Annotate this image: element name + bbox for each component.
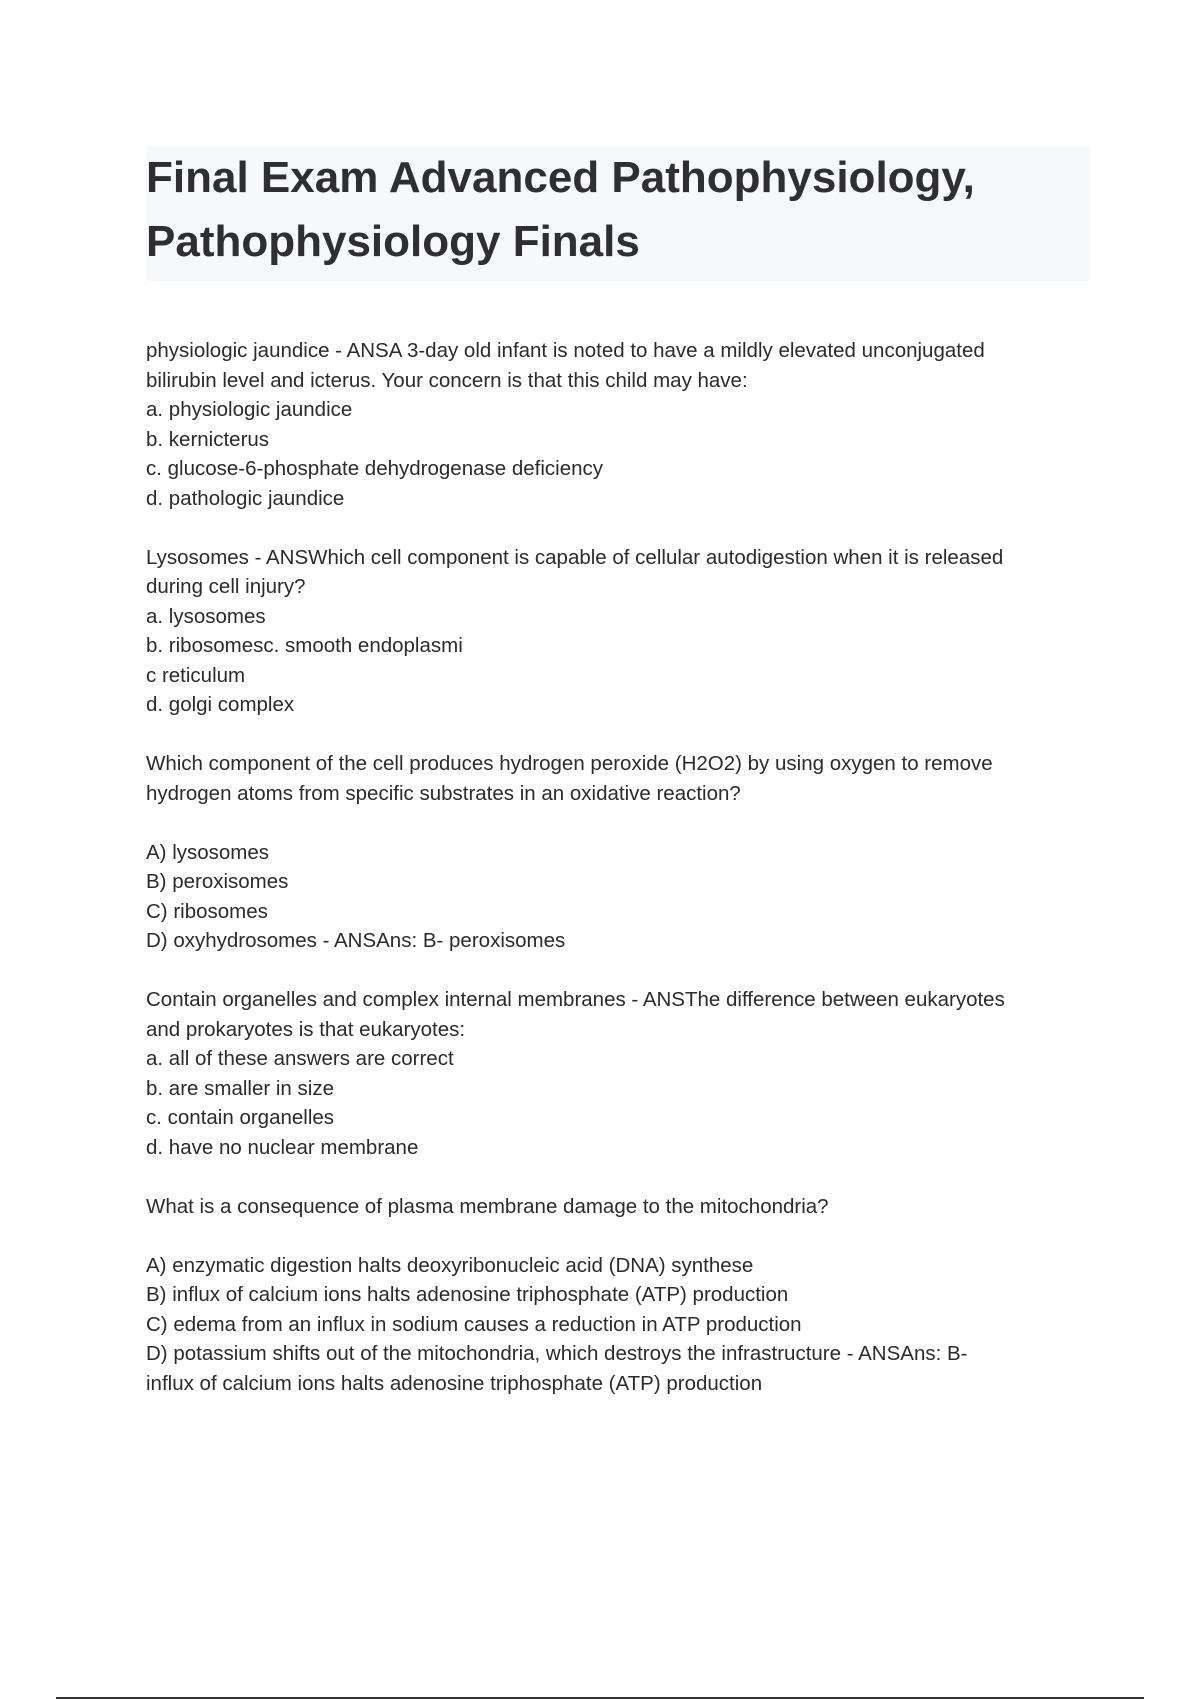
question-2-option-d: d. golgi complex: [146, 693, 295, 716]
question-1-option-d: d. pathologic jaundice: [146, 486, 345, 510]
document-title-line-2: Pathophysiology Finals: [146, 217, 640, 266]
question-2-option-b: b. ribosomesc. smooth endoplasmi: [146, 634, 463, 657]
question-1-option-c: c. glucose-6-phosphate dehydrogenase deficiency: [146, 457, 603, 480]
question-5-option-d: D) potassium shifts out of the mitochondria, which destroys the infrastructure - ANSAns: B-: [146, 1342, 968, 1365]
question-1-option-b: b. kernicterus: [146, 427, 270, 451]
question-1-option-a: a. physiologic jaundice: [146, 398, 353, 421]
question-3-option-a: A) lysosomes: [146, 840, 270, 864]
question-4-line-2: and prokaryotes is that eukaryotes:: [146, 1017, 466, 1041]
question-5-option-b: B) influx of calcium ions halts adenosine triphosphate (ATP) production: [146, 1283, 789, 1306]
question-5-option-a: A) enzymatic digestion halts deoxyribonucleic acid (DNA) synthese: [146, 1253, 754, 1277]
question-2-line-2: during cell injury?: [146, 575, 306, 598]
question-2-option-a: a. lysosomes: [146, 604, 266, 628]
question-block-4: [146, 985, 1096, 1162]
question-1-line-2: bilirubin level and icterus. Your concern is that this child may have:: [146, 368, 748, 392]
question-block-5: [146, 1192, 1096, 1399]
question-block-3: [146, 749, 1096, 956]
question-block-2: [146, 543, 1096, 720]
document-body: [146, 336, 1096, 1428]
question-3-option-b: B) peroxisomes: [146, 870, 289, 893]
question-5-stem-line-1: What is a consequence of plasma membrane damage to the mitochondria?: [146, 1194, 829, 1218]
question-1-line-1: physiologic jaundice - ANSA 3-day old infant is noted to have a mildly elevated unconjugated: [146, 339, 985, 362]
question-5-option-c: C) edema from an influx in sodium causes a reduction in ATP production: [146, 1312, 802, 1336]
question-4-option-a: a. all of these answers are correct: [146, 1047, 454, 1070]
question-2-line-1: Lysosomes - ANSWhich cell component is capable of cellular autodigestion when it is released: [146, 545, 1004, 569]
question-3-stem-line-1: Which component of the cell produces hydrogen peroxide (H2O2) by using oxygen to remove: [146, 752, 993, 775]
question-4-option-c: c. contain organelles: [146, 1106, 335, 1129]
question-5-option-d-continued: influx of calcium ions halts adenosine triphosphate (ATP) production: [146, 1371, 763, 1395]
document-title-line-1: Final Exam Advanced Pathophysiology,: [146, 153, 975, 202]
question-2-option-c: c reticulum: [146, 663, 246, 687]
footer-divider: [56, 1697, 1144, 1699]
question-4-option-d: d. have no nuclear membrane: [146, 1135, 419, 1159]
document-title-box: [146, 146, 1090, 281]
question-3-option-d: D) oxyhydrosomes - ANSAns: B- peroxisomes: [146, 929, 566, 952]
question-3-option-c: C) ribosomes: [146, 899, 268, 923]
question-4-line-1: Contain organelles and complex internal membranes - ANSThe difference between eukaryotes: [146, 988, 1005, 1011]
question-4-option-b: b. are smaller in size: [146, 1076, 334, 1100]
question-3-spacer: [146, 808, 1096, 838]
question-3-stem-line-2: hydrogen atoms from specific substrates in an oxidative reaction?: [146, 781, 741, 805]
question-block-1: [146, 336, 1096, 513]
question-5-spacer: [146, 1221, 1096, 1251]
